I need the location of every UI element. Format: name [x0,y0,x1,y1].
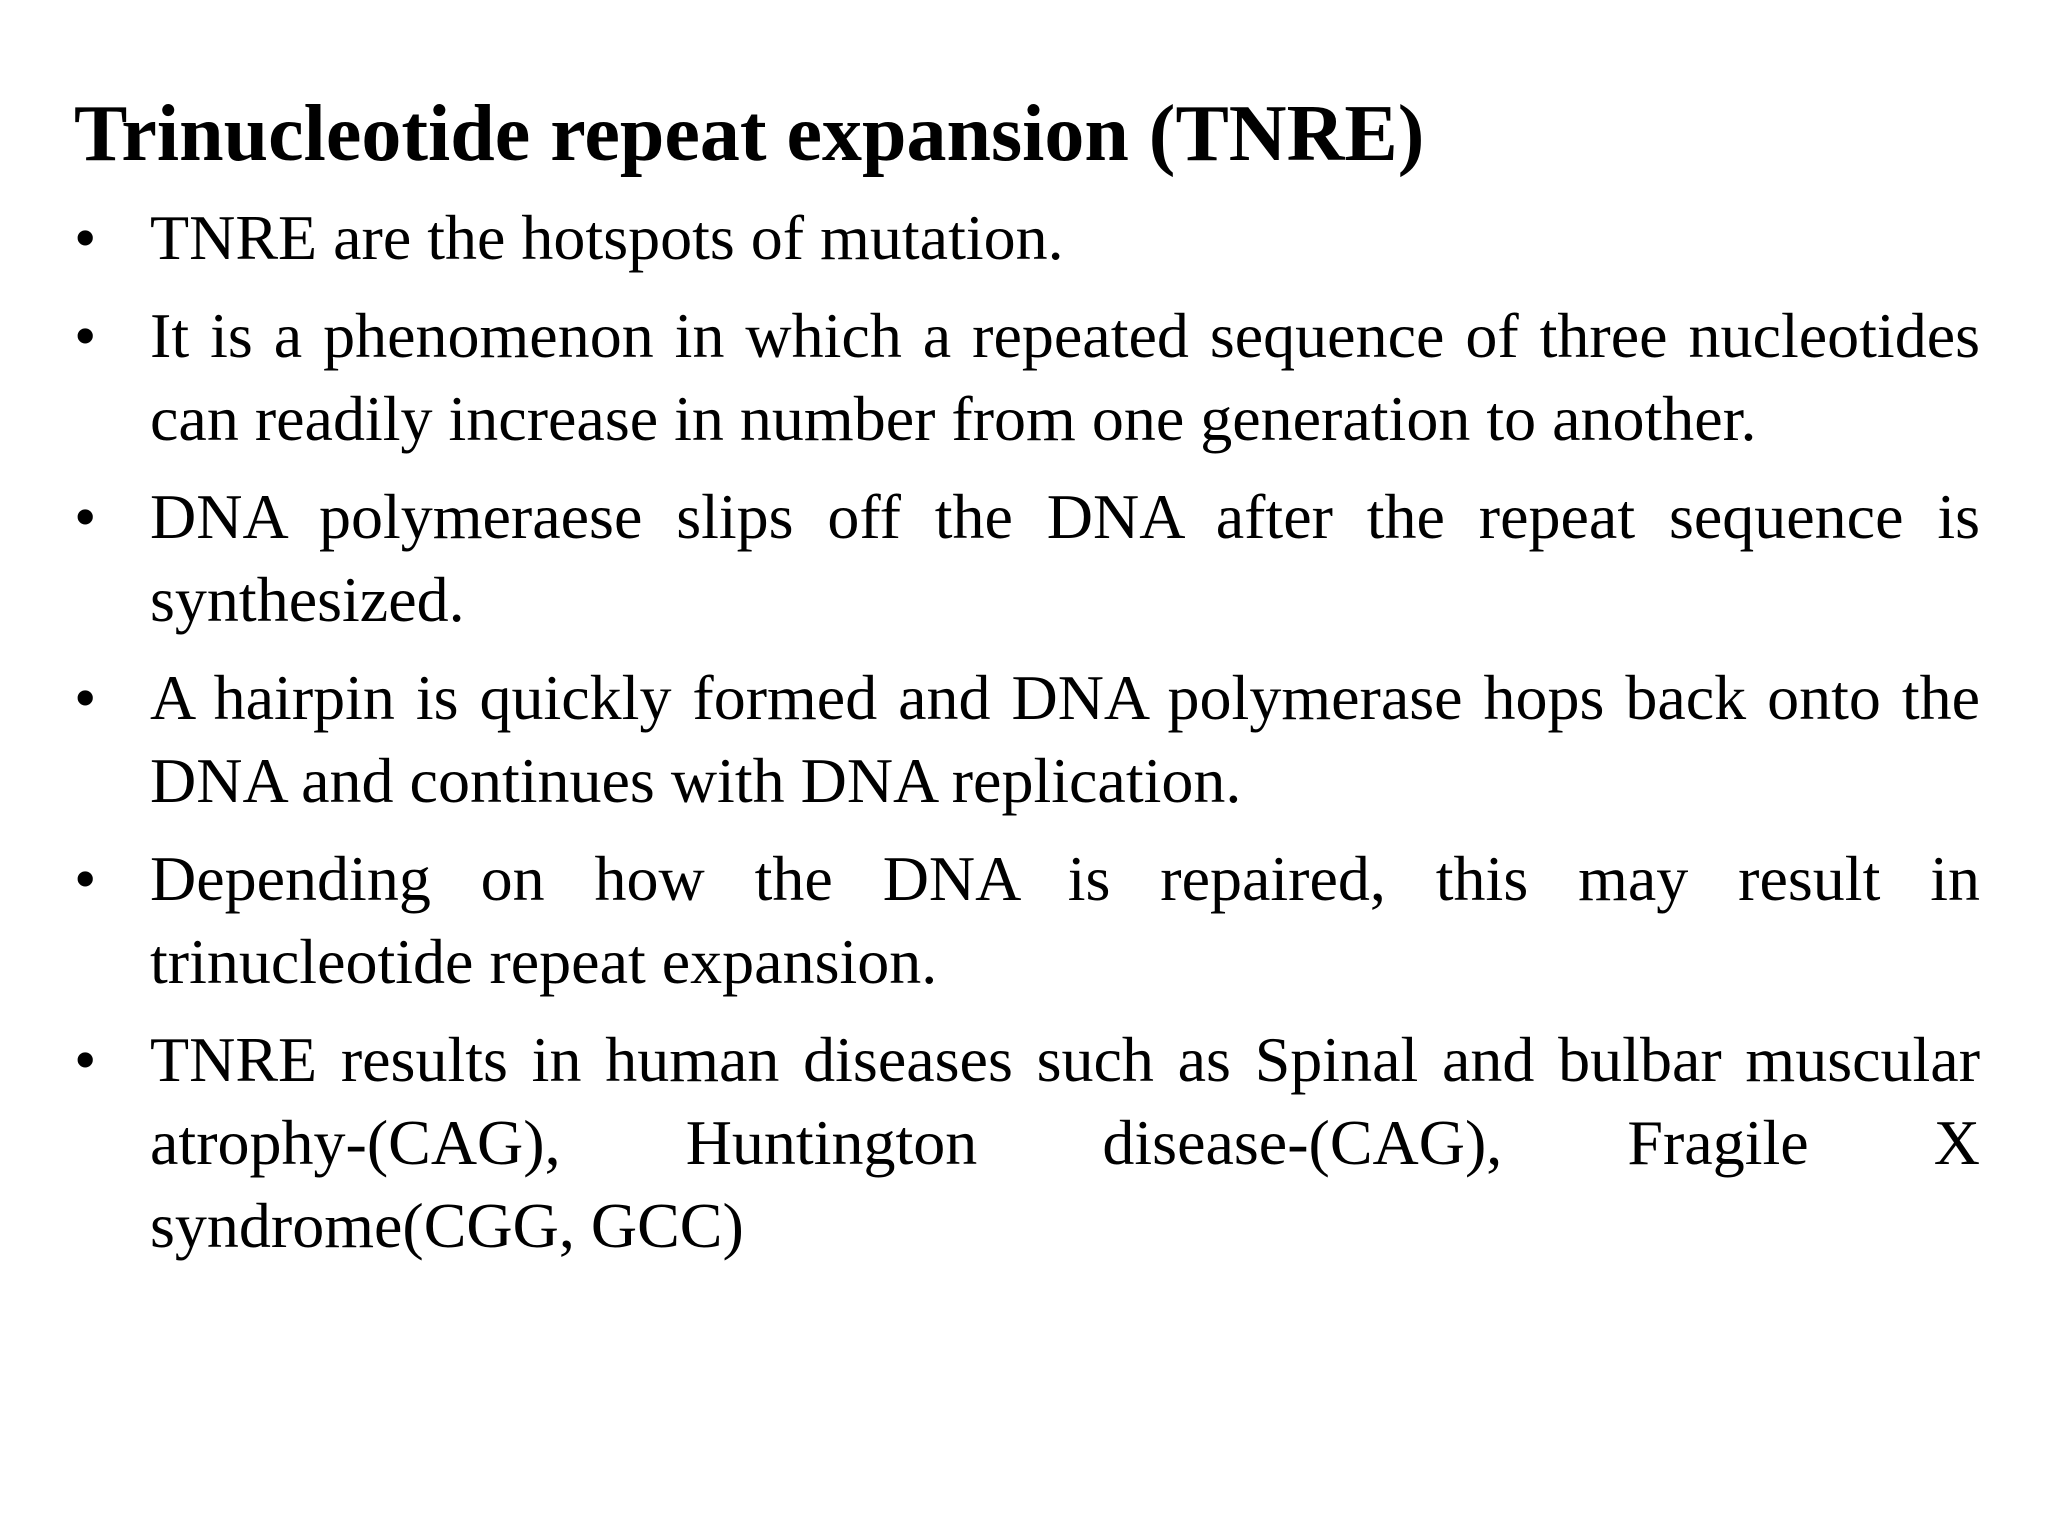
bullet-list [74,196,1980,1282]
bullet-text: TNRE results in human diseases such as Spinal and bulbar muscular atrophy-(CAG), Huntington disease-(CAG), Fragile X syndrome(CGG, GCC) [150,1024,1980,1261]
bullet-item [74,656,1980,822]
bullet-point-icon: • [74,843,97,914]
bullet-item [74,837,1980,1003]
bullet-point-icon: • [74,202,97,273]
bullet-item [74,294,1980,460]
bullet-point-icon: • [74,481,97,552]
bullet-item [74,475,1980,641]
bullet-item [74,196,1980,279]
bullet-point-icon: • [74,1024,97,1095]
bullet-text: TNRE are the hotspots of mutation. [150,202,1064,273]
bullet-text: Depending on how the DNA is repaired, this may result in trinucleotide repeat expansion. [150,843,1980,997]
slide-title: Trinucleotide repeat expansion (TNRE) [74,90,1425,178]
bullet-text: A hairpin is quickly formed and DNA polymerase hops back onto the DNA and continues with DNA replication. [150,662,1980,816]
bullet-text: It is a phenomenon in which a repeated sequence of three nucleotides can readily increase in number from one generation to another. [150,300,1980,454]
bullet-text: DNA polymeraese slips off the DNA after the repeat sequence is synthesized. [150,481,1980,635]
bullet-point-icon: • [74,300,97,371]
bullet-item [74,1018,1980,1267]
bullet-point-icon: • [74,662,97,733]
